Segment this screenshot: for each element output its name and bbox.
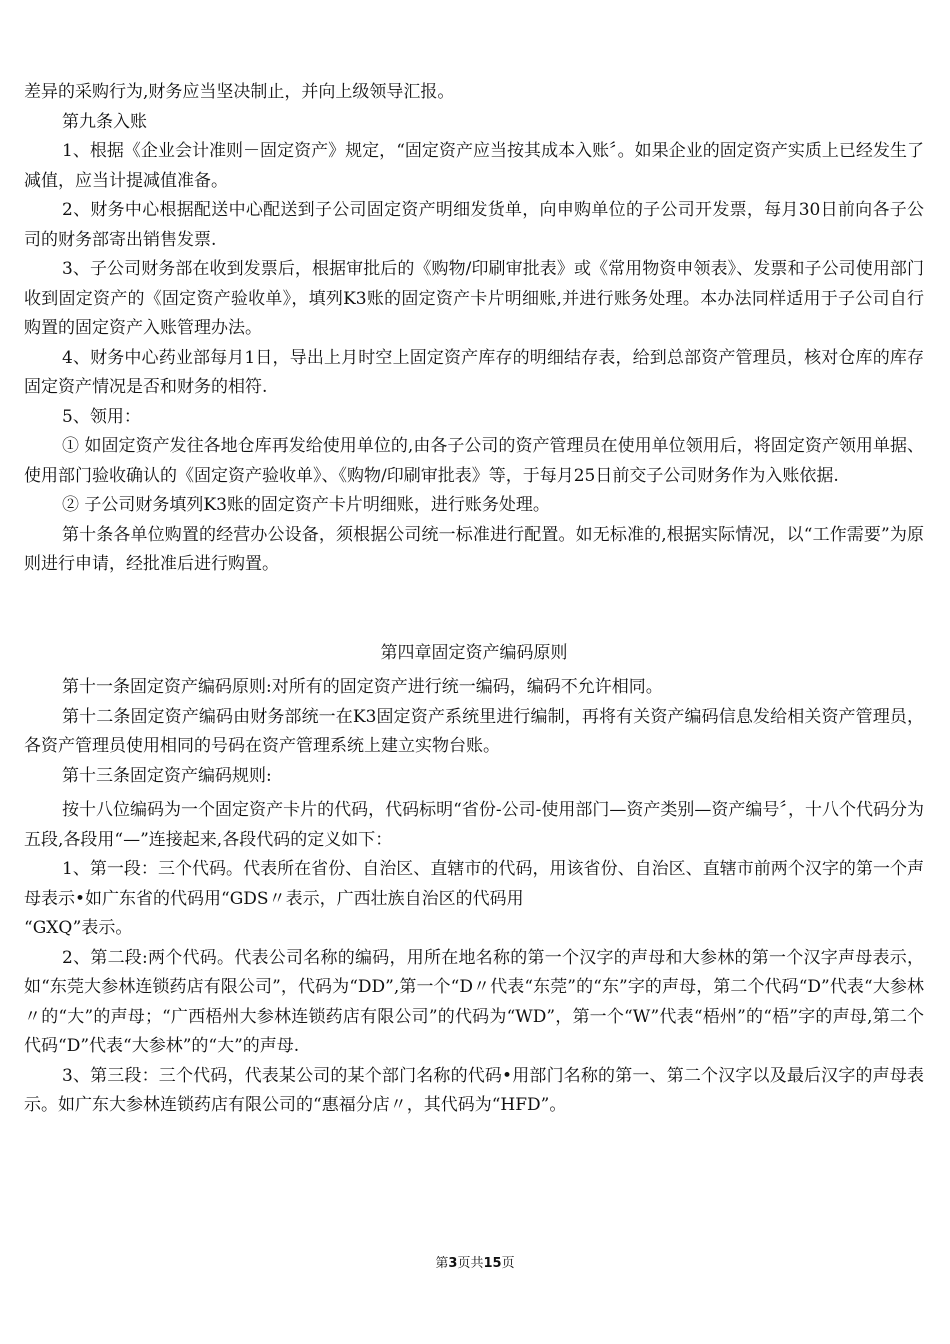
footer-prefix: 第 xyxy=(435,1256,449,1271)
chapter-heading: 第四章固定资产编码原则 xyxy=(380,642,568,663)
paragraph: 1、第一段：三个代码。代表所在省份、自治区、直辖市的代码，用该省份、自治区、直辖市前两个汉字的第一个声母表示•如广东省的代码用“GDS〃表示，广西壮族自治区的代码用 xyxy=(24,859,924,909)
document-body xyxy=(24,78,924,1121)
paragraph: ② 子公司财务填列K3账的固定资产卡片明细账，进行账务处理。 xyxy=(62,495,550,515)
paragraph: 3、第三段：三个代码，代表某公司的某个部门名称的代码•用部门名称的第一、第二个汉字以及最后汉字的声母表示。如广东大参林连锁药店有限公司的“惠福分店〃，其代码为“HFD”。 xyxy=(24,1065,924,1115)
footer-suffix: 页 xyxy=(501,1256,515,1271)
paragraph: 2、财务中心根据配送中心配送到子公司固定资产明细发货单，向申购单位的子公司开发票，每月30日前向各子公司的财务部寄出销售发票. xyxy=(24,200,924,250)
paragraph: 4、财务中心药业部每月1日，导出上月时空上固定资产库存的明细结存表，给到总部资产管理员，核对仓库的库存固定资产情况是否和财务的相符. xyxy=(24,347,924,397)
paragraph: 第十条各单位购置的经营办公设备，须根据公司统一标准进行配置。如无标准的,根据实际情况，以“工作需要”为原则进行申请，经批准后进行购置。 xyxy=(24,524,924,574)
current-page-number: 3 xyxy=(448,1256,458,1271)
page-footer xyxy=(0,1252,950,1271)
section-block-3 xyxy=(24,796,924,1121)
paragraph: “GXQ”表示。 xyxy=(24,918,133,938)
paragraph: 第十一条固定资产编码原则:对所有的固定资产进行统一编码，编码不允许相同。 xyxy=(62,677,663,697)
article-title: 第九条入账 xyxy=(62,111,147,132)
paragraph: 第十二条固定资产编码由财务部统一在K3固定资产系统里进行编制，再将有关资产编码信息发给相关资产管理员，各资产管理员使用相同的号码在资产管理系统上建立实物台账。 xyxy=(24,706,924,756)
paragraph: ① 如固定资产发往各地仓库再发给使用单位的,由各子公司的资产管理员在使用单位领用后，将固定资产领用单据、使用部门验收确认的《固定资产验收单》、《购物/印刷审批表》等，于每月25日前交子公司财务作为入账依据. xyxy=(24,436,924,486)
spacer xyxy=(24,580,924,639)
paragraph: 2、第二段:两个代码。代表公司名称的编码，用所在地名称的第一个汉字的声母和大参林的第一个汉字声母表示，如“东莞大参林连锁药店有限公司”，代码为“DD”,第一个“D〃代表“东莞”的“东”字的声母，第二个代码“D”代表“大参林〃的“大”的声母；“广西梧州大参林连锁药店有限公司”的代码为“WD”，第一个“W”代表“梧州”的“梧”字的声母,第二个代码“D”代表“大参林”的“大”的声母. xyxy=(24,947,924,1056)
paragraph: 1、根据《企业会计准则－固定资产》规定，“固定资产应当按其成本入账〞。如果企业的固定资产实质上已经发生了减值，应当计提减值准备。 xyxy=(24,141,924,191)
paragraph: 3、子公司财务部在收到发票后，根据审批后的《购物/印刷审批表》或《常用物资申领表》、发票和子公司使用部门收到固定资产的《固定资产验收单》，填列K3账的固定资产卡片明细账,并进行账务处理。本办法同样适用于子公司自行购置的固定资产入账管理办法。 xyxy=(24,259,924,338)
paragraph: 第十三条固定资产编码规则: xyxy=(62,765,272,786)
section-block-2 xyxy=(24,673,924,791)
footer-middle: 页共 xyxy=(457,1256,484,1271)
paragraph: 5、领用： xyxy=(62,406,141,427)
total-page-number: 15 xyxy=(483,1256,502,1271)
paragraph: 按十八位编码为一个固定资产卡片的代码，代码标明“省份-公司-使用部门—资产类别—资产编号〞，十八个代码分为五段,各段用“—”连接起来,各段代码的定义如下： xyxy=(24,800,924,850)
section-block-1 xyxy=(24,78,924,580)
paragraph: 差异的采购行为,财务应当坚决制止，并向上级领导汇报。 xyxy=(24,82,455,102)
